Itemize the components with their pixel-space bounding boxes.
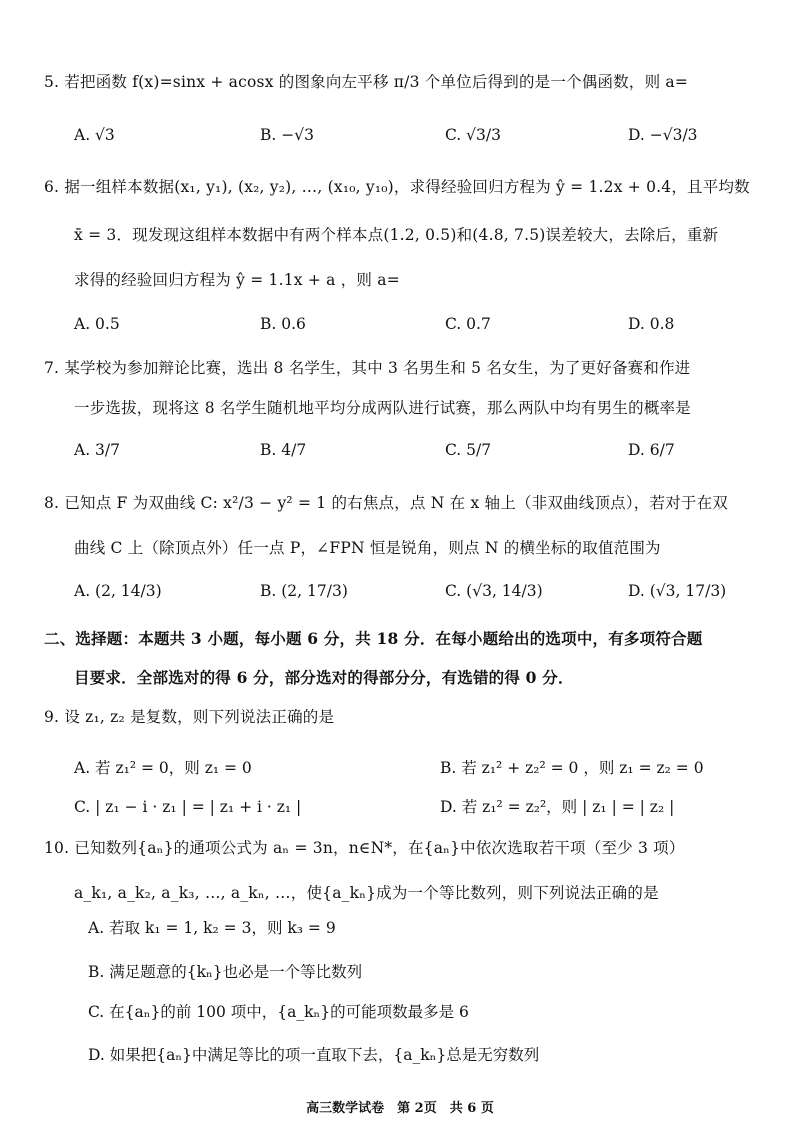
q7-option-d: D. 6/7 — [628, 441, 675, 459]
q6-option-a: A. 0.5 — [74, 315, 120, 333]
q9-option-a: A. 若 z₁² = 0，则 z₁ = 0 — [74, 759, 252, 777]
q6-option-b: B. 0.6 — [260, 315, 306, 333]
q5-option-b: B. −√3 — [260, 126, 314, 144]
q5-stem: 5. 若把函数 f(x)=sinx + acosx 的图象向左平移 π/3 个单位后得到的是一个偶函数，则 a= — [44, 73, 689, 91]
q6-line-2: x̄ = 3．现发现这组样本数据中有两个样本点(1.2, 0.5)和(4.8, 7.5)误差较大，去除后，重新 — [74, 226, 719, 244]
section-2-heading-line-2: 目要求．全部选对的得 6 分，部分选对的得部分分，有选错的得 0 分． — [74, 668, 574, 687]
q8-line-1: 8. 已知点 F 为双曲线 C: x²/3 − y² = 1 的右焦点，点 N 在 x 轴上（非双曲线顶点），若对于在双 — [44, 494, 729, 512]
q9-option-d: D. 若 z₁² = z₂²，则 | z₁ | = | z₂ | — [440, 798, 675, 816]
page-footer: 高三数学试卷 第 2页 共 6 页 — [306, 1101, 494, 1116]
q7-line-2: 一步选拔，现将这 8 名学生随机地平均分成两队进行试赛，那么两队中均有男生的概率是 — [74, 399, 691, 417]
q9-option-c: C. | z₁ − i · z₁ | = | z₁ + i · z₁ | — [74, 798, 302, 816]
q6-option-d: D. 0.8 — [628, 315, 675, 333]
q7-option-c: C. 5/7 — [445, 441, 492, 459]
q7-option-b: B. 4/7 — [260, 441, 307, 459]
q8-option-d: D. (√3, 17/3) — [628, 582, 727, 600]
q8-option-c: C. (√3, 14/3) — [445, 582, 543, 600]
q6-line-1: 6. 据一组样本数据(x₁, y₁), (x₂, y₂), …, (x₁₀, y₁₀)，求得经验回归方程为 ŷ = 1.2x + 0.4，且平均数 — [44, 178, 750, 196]
q10-option-d: D. 如果把{aₙ}中满足等比的项一直取下去，{a_kₙ}总是无穷数列 — [88, 1046, 540, 1064]
q7-line-1: 7. 某学校为参加辩论比赛，选出 8 名学生，其中 3 名男生和 5 名女生，为了更好备赛和作进 — [44, 359, 691, 377]
q6-line-3: 求得的经验回归方程为 ŷ = 1.1x + a ，则 a= — [74, 271, 400, 289]
q10-option-b: B. 满足题意的{kₙ}也必是一个等比数列 — [88, 963, 363, 981]
q7-option-a: A. 3/7 — [74, 441, 120, 459]
q9-stem: 9. 设 z₁, z₂ 是复数，则下列说法正确的是 — [44, 708, 335, 726]
q5-option-a: A. √3 — [74, 126, 115, 144]
q10-line-2: a_k₁, a_k₂, a_k₃, …, a_kₙ, …，使{a_kₙ}成为一个等比数列，则下列说法正确的是 — [74, 884, 659, 902]
q10-option-c: C. 在{aₙ}的前 100 项中，{a_kₙ}的可能项数最多是 6 — [88, 1003, 469, 1021]
q8-line-2: 曲线 C 上（除顶点外）任一点 P，∠FPN 恒是锐角，则点 N 的横坐标的取值范围为 — [74, 539, 661, 557]
q5-option-c: C. √3/3 — [445, 126, 501, 144]
q6-option-c: C. 0.7 — [445, 315, 491, 333]
q10-option-a: A. 若取 k₁ = 1, k₂ = 3，则 k₃ = 9 — [88, 919, 336, 937]
section-2-heading-line-1: 二、选择题：本题共 3 小题，每小题 6 分，共 18 分．在每小题给出的选项中，有多项符合题 — [44, 629, 703, 648]
q8-option-a: A. (2, 14/3) — [74, 582, 162, 600]
q8-option-b: B. (2, 17/3) — [260, 582, 348, 600]
q10-line-1: 10. 已知数列{aₙ}的通项公式为 aₙ = 3n，n∈N*，在{aₙ}中依次选取若干项（至少 3 项） — [44, 839, 685, 857]
q9-option-b: B. 若 z₁² + z₂² = 0 ，则 z₁ = z₂ = 0 — [440, 759, 704, 777]
q5-option-d: D. −√3/3 — [628, 126, 698, 144]
